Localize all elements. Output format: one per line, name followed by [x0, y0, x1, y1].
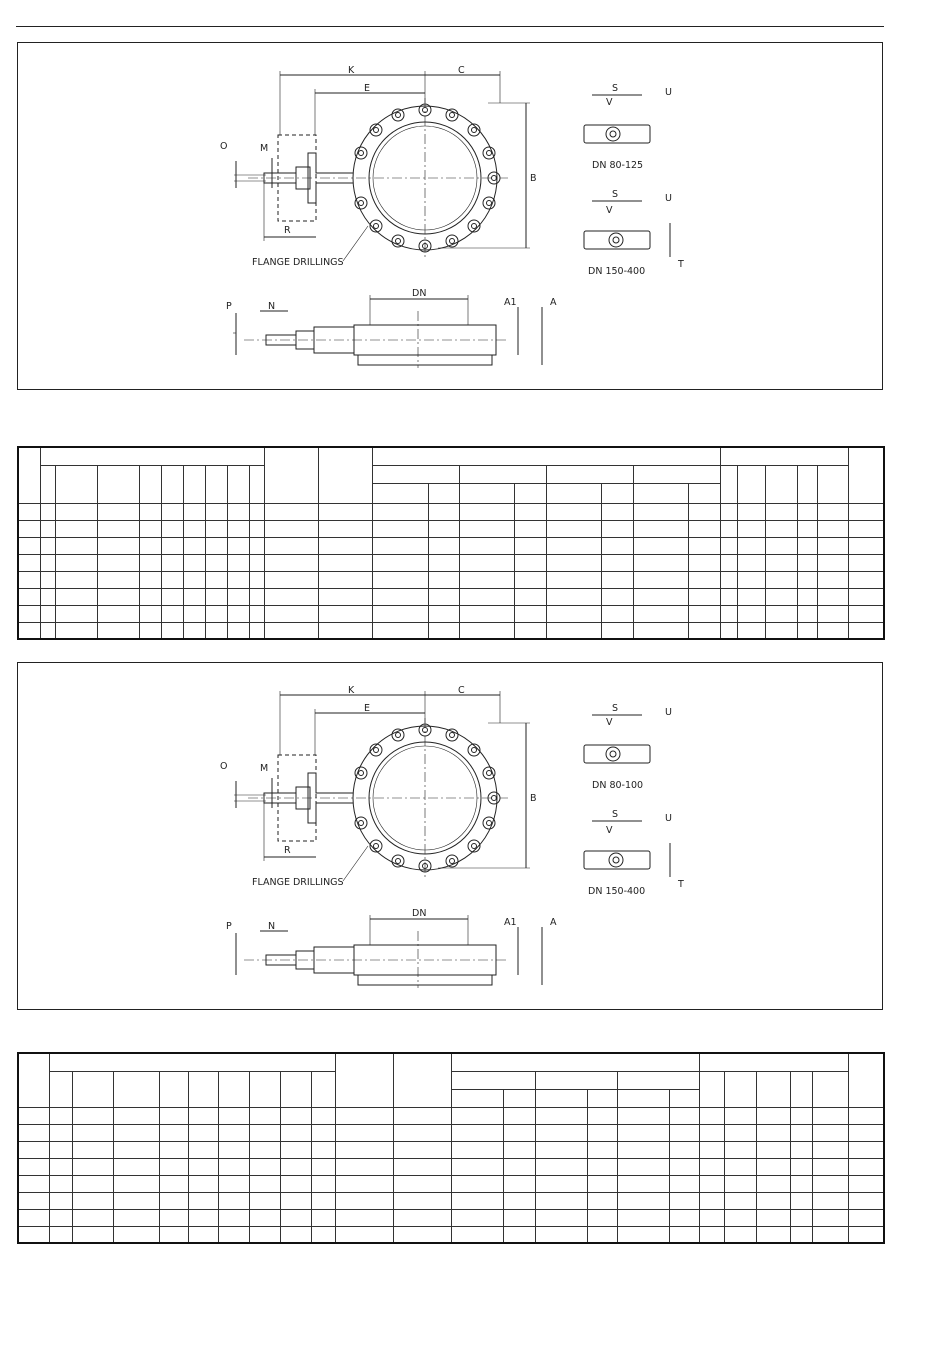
- table-row: [18, 571, 884, 588]
- table-row: [18, 1141, 884, 1158]
- table-row: [18, 520, 884, 537]
- dim-label-C: C: [458, 65, 465, 76]
- table-header-row: [18, 447, 884, 465]
- detail-plate-large: [584, 851, 650, 869]
- dim-label-K: K: [348, 65, 355, 76]
- table-row: [18, 1107, 884, 1124]
- table-row: [18, 1226, 884, 1243]
- dim-label-P: P: [226, 921, 232, 932]
- dimension-table-2: [17, 1052, 885, 1244]
- dim-label-U-small: U: [665, 707, 672, 718]
- table-row: [18, 1175, 884, 1192]
- dim-label-S-large: S: [612, 809, 619, 820]
- dim-label-E: E: [364, 703, 371, 714]
- dim-label-T: T: [678, 879, 684, 890]
- dim-label-M: M: [260, 763, 269, 774]
- dim-label-T: T: [678, 259, 684, 270]
- table-row: [18, 622, 884, 639]
- dim-label-R: R: [284, 845, 291, 856]
- table-row: [18, 554, 884, 571]
- table-row: [18, 605, 884, 622]
- drawing-panel-2: [17, 662, 883, 1010]
- dim-label-DN: DN: [412, 288, 427, 299]
- dim-label-P: P: [226, 301, 232, 312]
- dim-label-O: O: [220, 761, 228, 772]
- dim-label-O: O: [220, 141, 228, 152]
- drawing-panel-1: [17, 42, 883, 390]
- dim-label-K: K: [348, 685, 355, 696]
- dim-label-U-small: U: [665, 87, 672, 98]
- dimension-table-1: [17, 446, 885, 640]
- dim-label-A: A: [550, 917, 557, 928]
- dim-label-A1: A1: [504, 917, 517, 928]
- dim-label-N: N: [268, 921, 276, 932]
- dim-label-A: A: [550, 297, 557, 308]
- dim-label-C: C: [458, 685, 465, 696]
- detail-plate-large: [584, 231, 650, 249]
- dim-label-N: N: [268, 301, 276, 312]
- dim-label-E: E: [364, 83, 371, 94]
- dim-label-V-small: V: [606, 97, 613, 108]
- detail-caption-small: DN 80-100: [592, 780, 644, 791]
- dim-label-B: B: [530, 793, 537, 804]
- dim-label-S-small: S: [612, 83, 619, 94]
- detail-caption-large: DN 150-400: [588, 886, 646, 897]
- dim-label-B: B: [530, 173, 537, 184]
- table-row: [18, 1158, 884, 1175]
- detail-caption-small: DN 80-125: [592, 160, 644, 171]
- dim-label-V-small: V: [606, 717, 613, 728]
- dim-label-U-large: U: [665, 193, 672, 204]
- table-row: [18, 1124, 884, 1141]
- header-rule: [16, 26, 884, 27]
- flange-drillings-label: FLANGE DRILLINGS: [252, 257, 344, 268]
- dim-label-V-large: V: [606, 825, 613, 836]
- dim-label-S-large: S: [612, 189, 619, 200]
- table-row: [18, 588, 884, 605]
- valve-drawing-1: [18, 43, 884, 391]
- flange-drillings-label: FLANGE DRILLINGS: [252, 877, 344, 888]
- table-header-row: [18, 1053, 884, 1071]
- valve-drawing-2: [18, 663, 884, 1011]
- table-row: [18, 537, 884, 554]
- dim-label-M: M: [260, 143, 269, 154]
- dim-label-DN: DN: [412, 908, 427, 919]
- dim-label-A1: A1: [504, 297, 517, 308]
- dim-label-V-large: V: [606, 205, 613, 216]
- table-row: [18, 1209, 884, 1226]
- dim-label-S-small: S: [612, 703, 619, 714]
- table-row: [18, 503, 884, 520]
- table-row: [18, 1192, 884, 1209]
- detail-caption-large: DN 150-400: [588, 266, 646, 277]
- dim-label-U-large: U: [665, 813, 672, 824]
- dim-label-R: R: [284, 225, 291, 236]
